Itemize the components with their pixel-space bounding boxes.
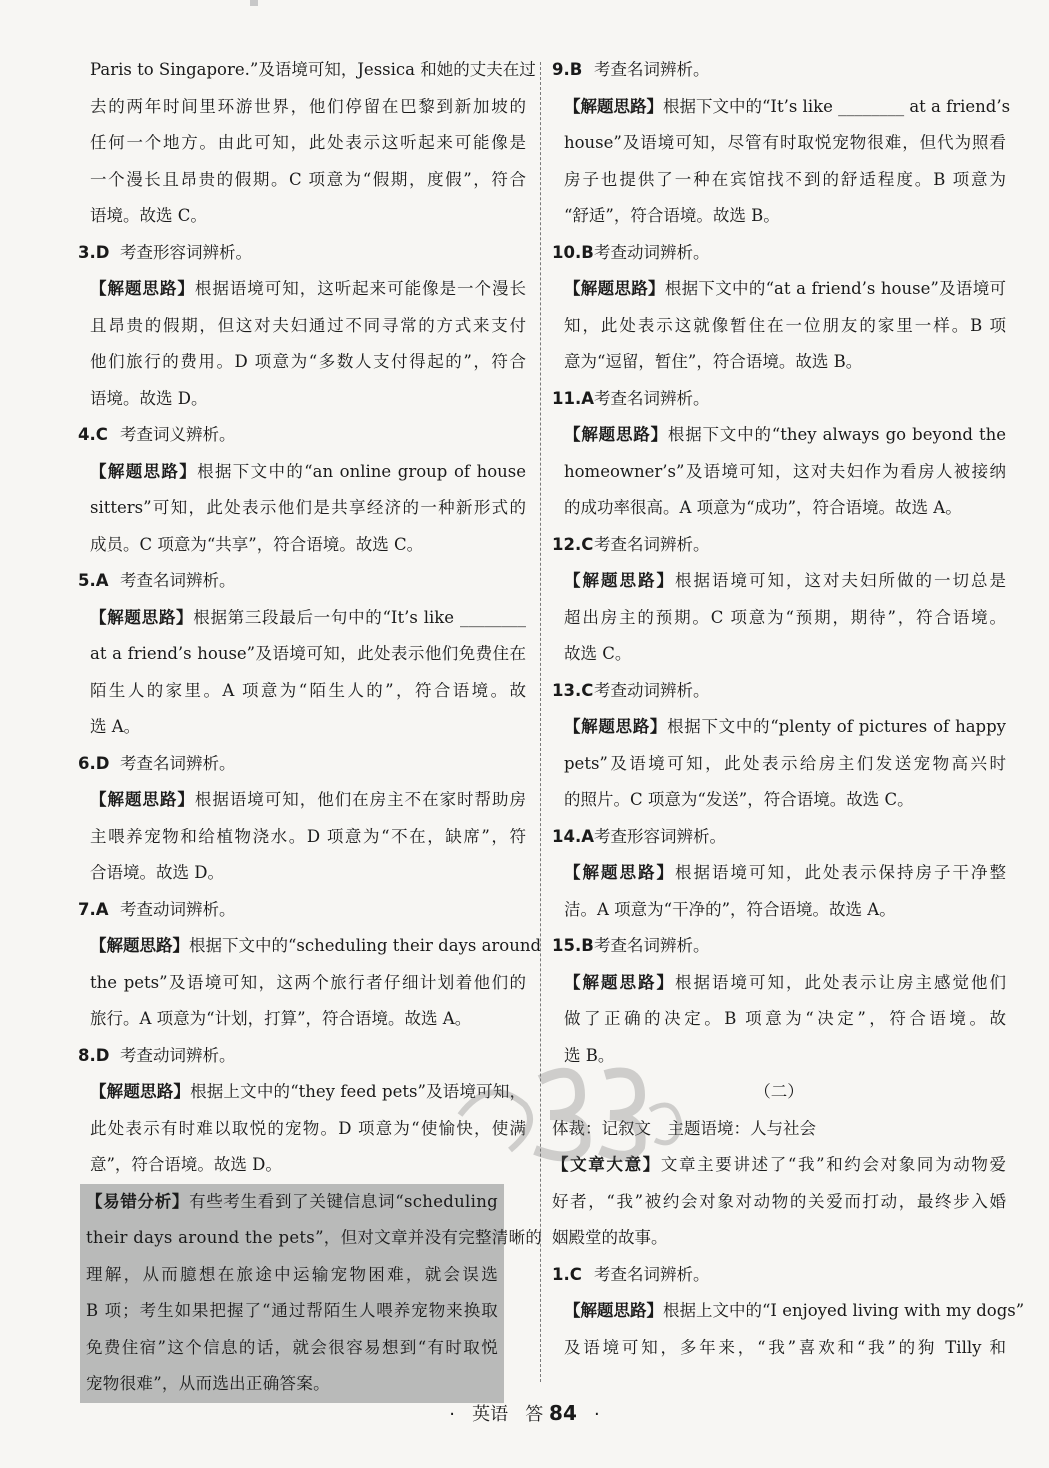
analysis-tag: 【解题思路】: [90, 607, 194, 627]
text-line: 姻殿堂的故事。: [552, 1228, 668, 1247]
page-footer: [0, 1400, 1049, 1426]
question-type: 考查动词辨析。: [120, 1045, 236, 1065]
answer-number: 7.A: [78, 899, 109, 919]
text-line: 根据下文中的“an online group of house: [197, 461, 526, 481]
text-line: homeowner’s”及语境可知，这对夫妇作为看房人被接纳: [564, 461, 1006, 481]
answer-number: 15.B: [552, 936, 594, 955]
text-line: 主喂养宠物和给植物浇水。D 项意为“不在，缺席”，符: [90, 826, 526, 846]
text-line: 超出房主的预期。C 项意为“预期，期待”，符合语境。: [564, 607, 1006, 627]
analysis-tag: 【解题思路】: [564, 1301, 663, 1320]
question-11: [552, 381, 1006, 527]
right-column: [552, 52, 1025, 1366]
answer-number: 13.C: [552, 680, 594, 700]
text-line: 且昂贵的假期，但这对夫妇通过不同寻常的方式来支付: [90, 315, 526, 335]
analysis-tag: 【解题思路】: [90, 461, 198, 481]
text-line: 根据下文中的“at a friend’s house”及语境可: [664, 279, 1006, 298]
question-type: 考查词义辨析。: [120, 425, 236, 444]
text-line: 去的两年时间里环游世界，他们停留在巴黎到新加坡的: [90, 96, 526, 116]
text-line: 根据语境可知，这对夫妇所做的一切总是: [675, 571, 1006, 590]
question-7: [78, 892, 542, 1038]
page-number: 84: [549, 1401, 577, 1425]
text-line: 成员。C 项意为“共享”，符合语境。故选 C。: [90, 534, 424, 554]
analysis-tag: 【解题思路】: [564, 863, 675, 882]
answer-number: 11.A: [552, 388, 594, 408]
text-line: 及语境可知，多年来，“我”喜欢和“我”的狗 Tilly 和: [564, 1337, 1006, 1357]
error-analysis-tag: 【易错分析】: [86, 1191, 190, 1211]
text-line: their days around the pets”，但对文章并没有完整清晰的: [86, 1228, 543, 1247]
footer-bullet: ·: [594, 1404, 600, 1425]
text-line: the pets”及语境可知，这两个旅行者仔细计划着他们的: [90, 972, 526, 992]
text-line: 根据下文中的“plenty of pictures of happy: [667, 717, 1007, 736]
text-line: 意为“逗留，暂住”，符合语境。故选 B。: [564, 352, 863, 371]
analysis-tag: 【解题思路】: [564, 717, 668, 736]
error-analysis-box: [80, 1184, 543, 1403]
text-line: 免费住宿”这个信息的话，就会很容易想到“有时取悦: [86, 1337, 498, 1357]
text-line: 意”，符合语境。故选 D。: [90, 1155, 282, 1174]
text-line: 根据上文中的“I enjoyed living with my dogs”: [663, 1301, 1025, 1320]
text-line: 理解，从而臆想在旅途中运输宠物困难，就会误选: [86, 1264, 498, 1284]
answer-number: 12.C: [552, 534, 594, 554]
text-line: 好者，“我”被约会对象对动物的关爱而打动，最终步入婚: [552, 1191, 1006, 1211]
genre-line: 体裁：记叙文 主题语境：人与社会: [552, 1118, 816, 1138]
question-type: 考查动词辨析。: [594, 242, 710, 262]
text-line: Paris to Singapore.”及语境可知，Jessica 和她的丈夫在过: [90, 60, 536, 79]
question-type: 考查名词辨析。: [594, 936, 710, 955]
text-line: 做了正确的决定。B 项意为“决定”，符合语境。故: [564, 1009, 1006, 1028]
text-line: 房子也提供了一种在宾馆找不到的舒适程度。B 项意为: [564, 169, 1006, 189]
question-type: 考查名词辨析。: [594, 388, 710, 408]
text-line: 的照片。C 项意为“发送”，符合语境。故选 C。: [564, 790, 914, 809]
text-line: 旅行。A 项意为“计划，打算”，符合语境。故选 A。: [90, 1009, 472, 1028]
question-type: 考查名词辨析。: [594, 1264, 710, 1284]
question-12: [552, 527, 1006, 673]
question-5: [78, 563, 526, 746]
answer-number: 1.C: [552, 1264, 582, 1284]
column-divider: [540, 62, 541, 1382]
text-line: 根据上文中的“they feed pets”及语境可知，: [190, 1082, 527, 1101]
answer-number: 6.D: [78, 753, 110, 773]
question-10: [552, 235, 1006, 381]
footer-answer-label: 答: [525, 1404, 544, 1425]
analysis-tag: 【解题思路】: [564, 279, 665, 298]
analysis-tag: 【解题思路】: [564, 571, 675, 590]
section-heading: （二）: [754, 1082, 804, 1101]
text-line: 根据语境可知，这听起来可能像是一个漫长: [194, 279, 527, 298]
text-line: 语境。故选 D。: [90, 388, 208, 408]
text-line: 此处表示有时难以取悦的宠物。D 项意为“使愉快，使满: [90, 1118, 526, 1138]
text-line: sitters”可知，此处表示他们是共享经济的一种新形式的: [90, 498, 526, 517]
text-line: 的成功率很高。A 项意为“成功”，符合语境。故选 A。: [564, 498, 962, 517]
answer-number: 9.B: [552, 60, 583, 79]
text-line: 选 A。: [90, 717, 141, 736]
left-column: [78, 52, 543, 1403]
text-line: 语境。故选 C。: [90, 206, 207, 225]
question-3: [78, 235, 526, 418]
footer-bullet: ·: [449, 1404, 455, 1425]
text-line: 洁。A 项意为“干净的”，符合语境。故选 A。: [564, 899, 896, 919]
answer-number: 10.B: [552, 242, 594, 262]
question-type: 考查名词辨析。: [120, 753, 236, 773]
answer-number: 8.D: [78, 1045, 110, 1065]
question-15: [552, 928, 1006, 1074]
analysis-tag: 【解题思路】: [90, 279, 195, 298]
text-line: 文章主要讲述了“我”和约会对象同为动物爱: [660, 1155, 1007, 1174]
question-9: [552, 52, 1011, 235]
question-type: 考查名词辨析。: [120, 571, 236, 590]
text-line: 宠物很难”，从而选出正确答案。: [86, 1374, 330, 1393]
question-4: [78, 417, 526, 563]
analysis-tag: 【解题思路】: [564, 425, 668, 444]
text-line: 根据语境可知，他们在房主不在家时帮助房: [194, 790, 527, 809]
footer-subject: 英语: [472, 1404, 509, 1425]
text-line: 根据下文中的“they always go beyond the: [667, 425, 1006, 444]
text-line: house”及语境可知，尽管有时取悦宠物很难，但代为照看: [564, 133, 1006, 152]
text-line: 合语境。故选 D。: [90, 863, 224, 882]
text-line: 故选 C。: [564, 644, 632, 663]
text-line: 根据第三段最后一句中的“It’s like ________: [193, 607, 526, 627]
question-type: 考查名词辨析。: [594, 60, 710, 79]
answer-number: 5.A: [78, 571, 109, 590]
answer-number: 4.C: [78, 425, 108, 444]
question-type: 考查形容词辨析。: [120, 242, 252, 262]
text-line: 一个漫长且昂贵的假期。C 项意为“假期，度假”，符合: [90, 169, 526, 189]
question-8: [78, 1038, 526, 1184]
answer-number: 14.A: [552, 826, 594, 846]
answer-number: 3.D: [78, 242, 110, 262]
text-line: at a friend’s house”及语境可知，此处表示他们免费住在: [90, 644, 526, 663]
question-type: 考查动词辨析。: [120, 899, 236, 919]
text-line: 有些考生看到了关键信息词“scheduling: [189, 1191, 498, 1211]
question-1: [552, 1257, 1025, 1367]
text-line: B 项；考生如果把握了“通过帮陌生人喂养宠物来换取: [86, 1301, 498, 1320]
text-line: 陌生人的家里。A 项意为“陌生人的”，符合语境。故: [90, 680, 526, 700]
question-type: 考查名词辨析。: [594, 534, 710, 554]
question-13: [552, 673, 1006, 819]
analysis-tag: 【解题思路】: [564, 96, 663, 116]
article-summary: [552, 1147, 1006, 1257]
analysis-tag: 【解题思路】: [90, 1082, 191, 1101]
q2-continuation: [78, 52, 536, 235]
analysis-tag: 【解题思路】: [564, 972, 675, 992]
scan-artifact: [250, 0, 258, 6]
text-line: 根据下文中的“scheduling their days around: [189, 936, 542, 955]
text-line: 根据语境可知，此处表示保持房子干净整: [675, 863, 1006, 882]
text-line: 选 B。: [564, 1045, 615, 1065]
text-line: 任何一个地方。由此可知，此处表示这听起来可能像是: [90, 133, 526, 152]
question-6: [78, 746, 526, 892]
analysis-tag: 【解题思路】: [90, 936, 189, 955]
question-14: [552, 819, 1006, 929]
text-line: pets”及语境可知，此处表示给房主们发送宠物高兴时: [564, 753, 1006, 773]
text-line: 根据语境可知，此处表示让房主感觉他们: [675, 972, 1006, 992]
text-line: 根据下文中的“It’s like ________ at a friend’s: [663, 96, 1011, 116]
analysis-tag: 【解题思路】: [90, 790, 195, 809]
question-type: 考查动词辨析。: [594, 680, 710, 700]
question-type: 考查形容词辨析。: [594, 826, 726, 846]
text-line: 他们旅行的费用。D 项意为“多数人支付得起的”，符合: [90, 352, 526, 371]
text-line: “舒适”，符合语境。故选 B。: [564, 206, 780, 225]
summary-tag: 【文章大意】: [552, 1155, 661, 1174]
text-line: 知，此处表示这就像暂住在一位朋友的家里一样。B 项: [564, 315, 1006, 335]
